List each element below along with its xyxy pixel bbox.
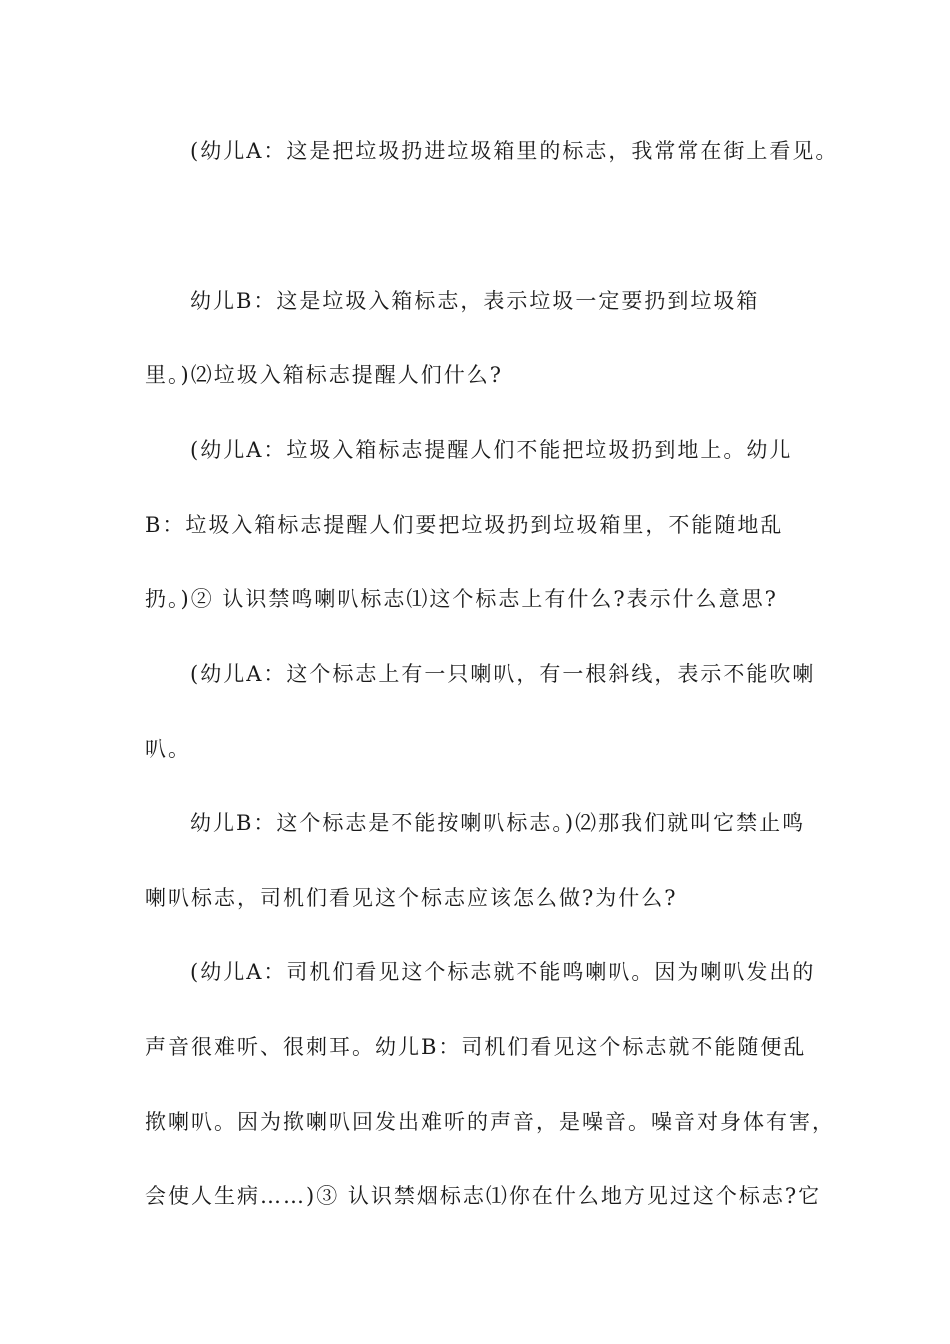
paragraph-line: 揿喇叭。因为揿喇叭回发出难听的声音，是噪音。噪音对身体有害， bbox=[145, 1110, 835, 1134]
paragraph-line: 幼儿B：这是垃圾入箱标志，表示垃圾一定要扔到垃圾箱 bbox=[190, 289, 760, 313]
paragraph-line: B：垃圾入箱标志提醒人们要把垃圾扔到垃圾箱里，不能随地乱 bbox=[145, 513, 784, 537]
paragraph-line: 声音很难听、很刺耳。幼儿B：司机们看见这个标志就不能随便乱 bbox=[145, 1035, 807, 1059]
paragraph-line: 幼儿B：这个标志是不能按喇叭标志。)⑵那我们就叫它禁止鸣 bbox=[190, 811, 806, 835]
paragraph-line: (幼儿A：这个标志上有一只喇叭，有一根斜线，表示不能吹喇 bbox=[190, 662, 816, 686]
paragraph-line: 扔。)② 认识禁鸣喇叭标志⑴这个标志上有什么?表示什么意思? bbox=[145, 587, 778, 611]
paragraph-line: (幼儿A：司机们看见这个标志就不能鸣喇叭。因为喇叭发出的 bbox=[190, 960, 816, 984]
paragraph-line: 里。)⑵垃圾入箱标志提醒人们什么? bbox=[145, 363, 503, 387]
paragraph-line: 叭。 bbox=[145, 737, 191, 761]
paragraph-line: (幼儿A：垃圾入箱标志提醒人们不能把垃圾扔到地上。幼儿 bbox=[190, 438, 793, 462]
paragraph-line: 会使人生病……)③ 认识禁烟标志⑴你在什么地方见过这个标志?它 bbox=[145, 1184, 822, 1208]
paragraph-line: (幼儿A：这是把垃圾扔进垃圾箱里的标志，我常常在街上看见。 bbox=[190, 139, 839, 163]
paragraph-line: 喇叭标志，司机们看见这个标志应该怎么做?为什么? bbox=[145, 886, 678, 910]
